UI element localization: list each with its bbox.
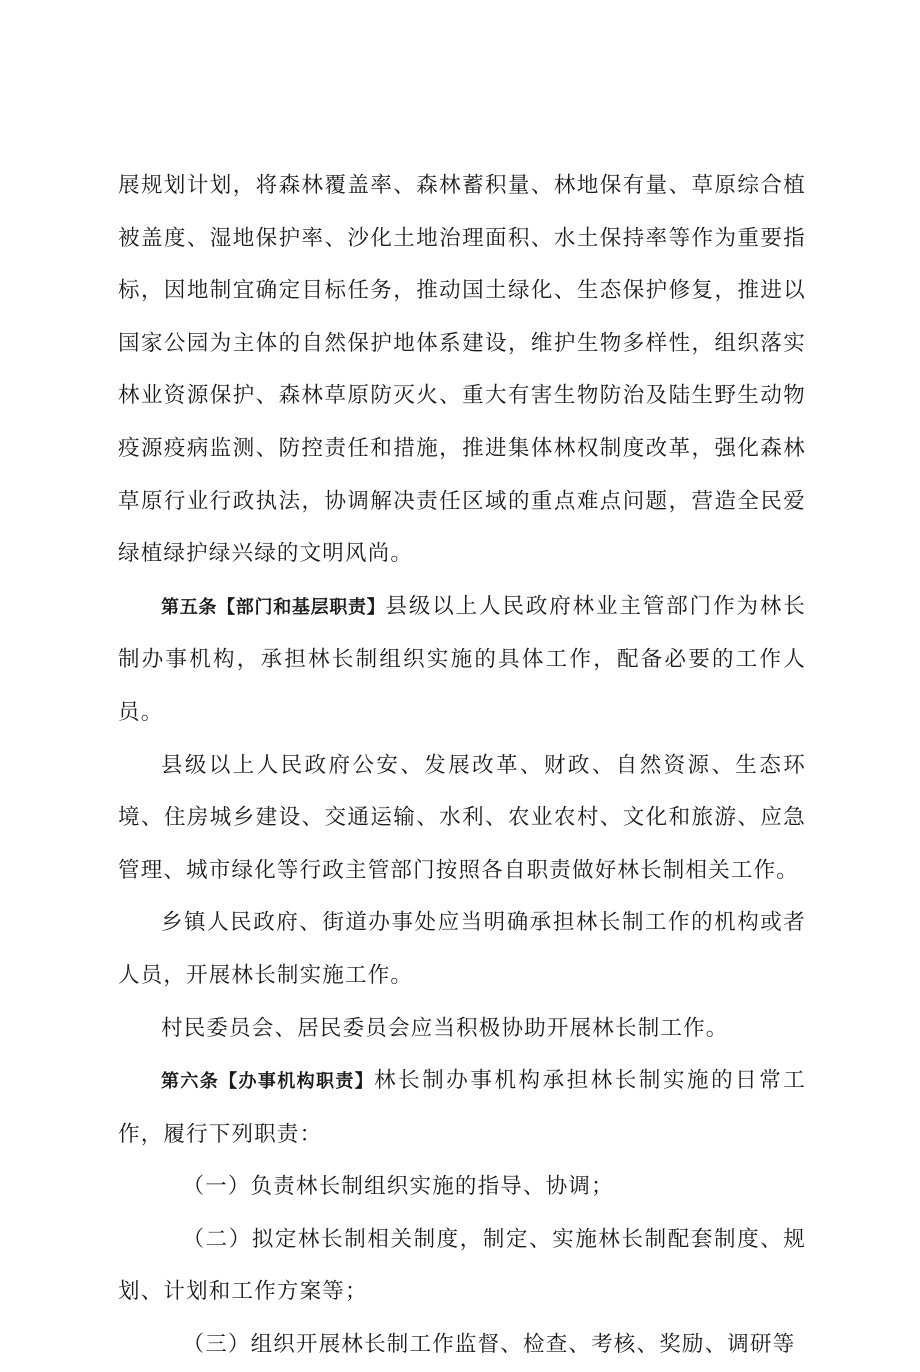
article-heading: 第六条【办事机构职责】 bbox=[161, 1071, 375, 1093]
committee-paragraph bbox=[118, 1003, 806, 1056]
article-heading: 第五条【部门和基层职责】 bbox=[161, 596, 386, 618]
paragraph-text: （二）拟定林长制相关制度，制定、实施林长制配套制度、规划、计划和工作方案等； bbox=[118, 1226, 806, 1305]
paragraph-text: 县级以上人民政府林业主管部门作为林长制办事机构，承担林长制组织实施的具体工作，配备必要的工作人员。 bbox=[118, 593, 806, 725]
document-body bbox=[118, 160, 806, 1372]
paragraph-text: 展规划计划，将森林覆盖率、森林蓄积量、林地保有量、草原综合植被盖度、湿地保护率、沙化土地治理面积、水土保持率等作为重要指标，因地制宜确定目标任务，推动国土绿化、生态保护修复，推进以国家公园为主体的自然保护地体系建设，维护生物多样性，组织落实林业资源保护、森林草原防灭火、重大有害生物防治及陆生野生动物疫源疫病监测、防控责任和措施，推进集体林权制度改革，强化森林草原行业行政执法，协调解决责任区域的重点难点问题，营造全民爱绿植绿护绿兴绿的文明风尚。 bbox=[118, 173, 806, 567]
article-5-paragraph bbox=[118, 581, 806, 740]
paragraph-text: （三）组织开展林长制工作监督、检查、考核、奖励、调研等 bbox=[182, 1332, 796, 1358]
township-paragraph bbox=[118, 897, 806, 1002]
list-item bbox=[118, 1161, 806, 1214]
paragraph-text: （一）负责林长制组织实施的指导、协调； bbox=[182, 1174, 614, 1200]
paragraph-continuation bbox=[118, 160, 806, 581]
article-6-paragraph bbox=[118, 1055, 806, 1161]
paragraph-text: 乡镇人民政府、街道办事处应当明确承担林长制工作的机构或者人员，开展林长制实施工作。 bbox=[118, 910, 806, 988]
list-item bbox=[118, 1214, 806, 1319]
paragraph-text: 村民委员会、居民委员会应当积极协助开展林长制工作。 bbox=[161, 1015, 729, 1041]
paragraph-text: 县级以上人民政府公安、发展改革、财政、自然资源、生态环境、住房城乡建设、交通运输、水利、农业农村、文化和旅游、应急管理、城市绿化等行政主管部门按照各自职责做好林长制相关工作。 bbox=[118, 752, 806, 883]
list-item bbox=[118, 1319, 806, 1372]
paragraph-text: 林长制办事机构承担林长制实施的日常工作，履行下列职责： bbox=[118, 1068, 807, 1147]
departments-paragraph bbox=[118, 740, 806, 898]
